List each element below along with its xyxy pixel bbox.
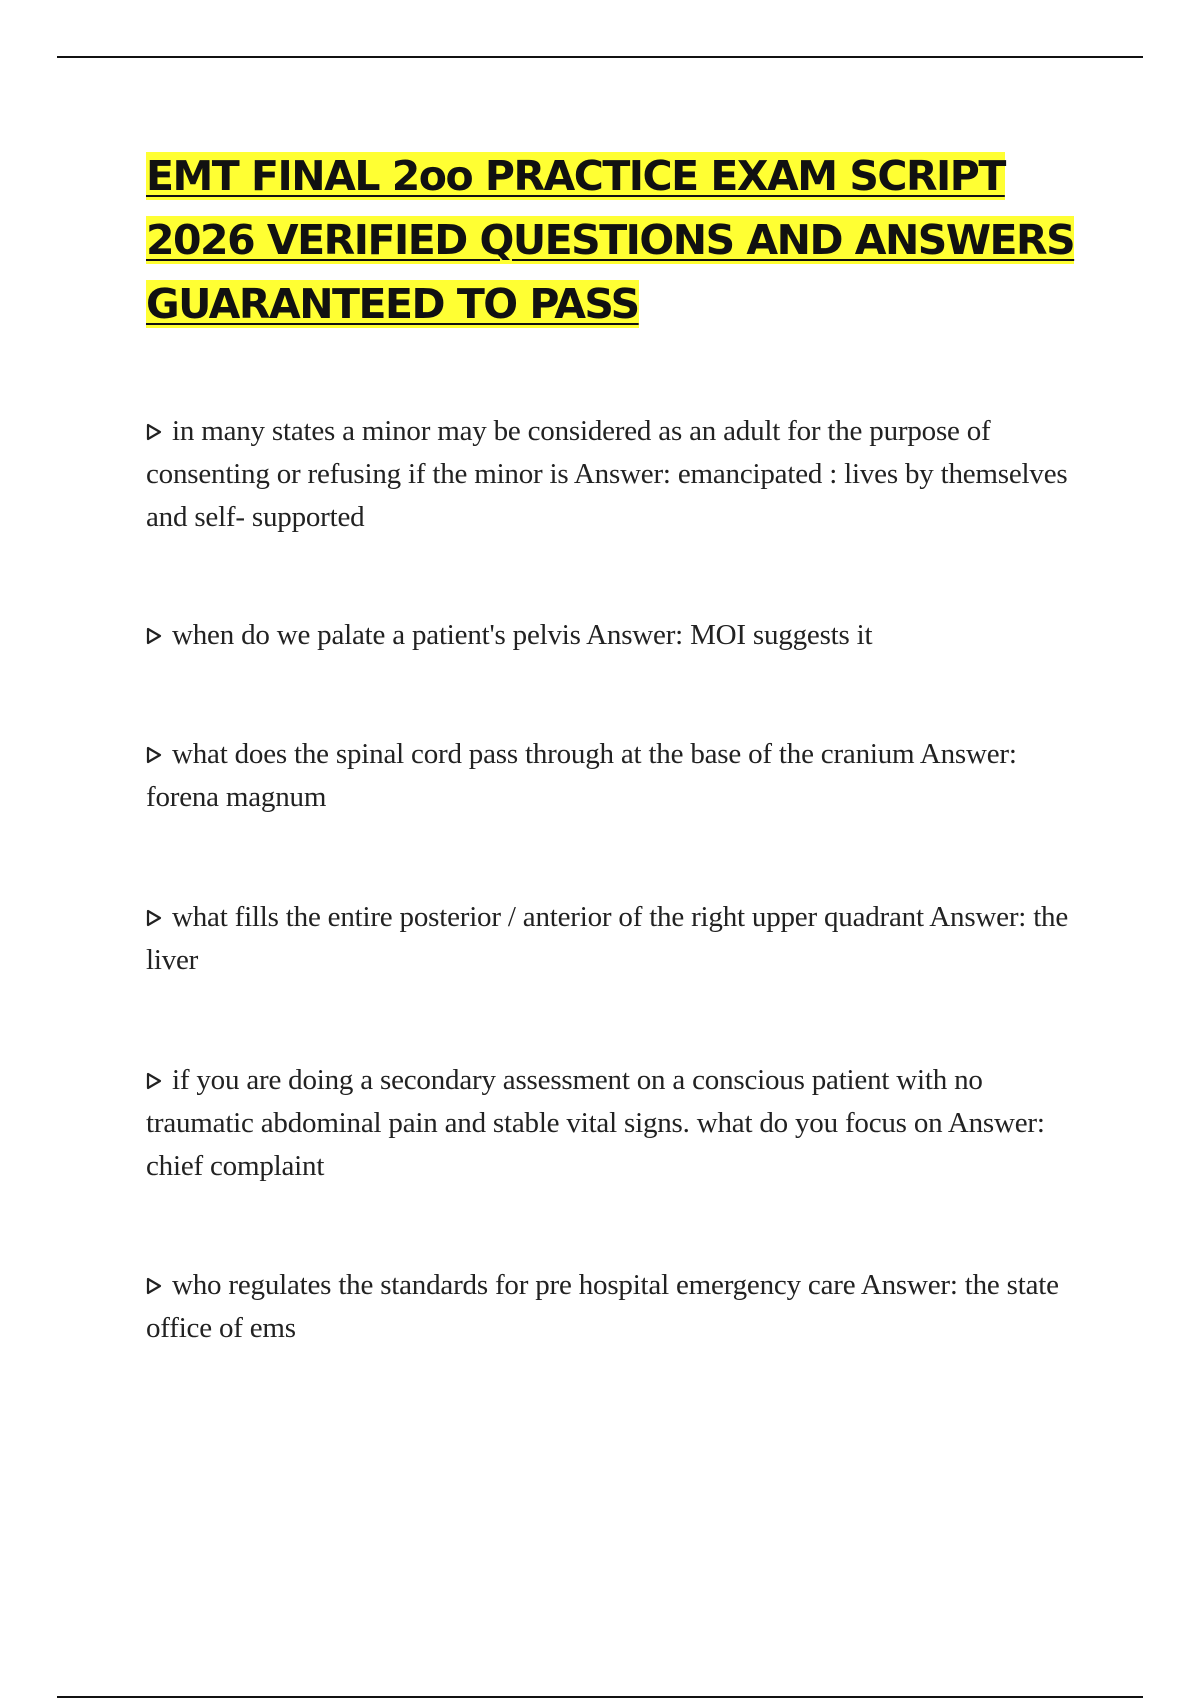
document-title-text: EMT FINAL 2oo PRACTICE EXAM SCRIPT 2026 VERIFIED QUESTIONS AND ANSWERS GUARANTEED TO PASS	[146, 152, 1075, 328]
triangle-right-outline-icon	[146, 1277, 162, 1295]
qa-item	[146, 1059, 1096, 1188]
qa-item	[146, 410, 1096, 539]
qa-item	[146, 896, 1096, 982]
qa-item-text: what does the spinal cord pass through at the base of the cranium Answer: forena magnum	[146, 738, 1017, 813]
qa-item-text: when do we palate a patient's pelvis Answer: MOI suggests it	[172, 619, 873, 651]
triangle-right-outline-icon	[146, 746, 162, 764]
qa-item-text: if you are doing a secondary assessment on a conscious patient with no traumatic abdominal pain and stable vital signs. what do you focus on Answer: chief complaint	[146, 1064, 1045, 1182]
qa-item-text: in many states a minor may be considered as an adult for the purpose of consenting or refusing if the minor is Answer: emancipated : lives by themselves and self- supported	[146, 415, 1068, 533]
triangle-right-outline-icon	[146, 627, 162, 645]
document-title	[146, 144, 1106, 336]
qa-item-text: what fills the entire posterior / anterior of the right upper quadrant Answer: the liver	[146, 901, 1069, 976]
triangle-right-outline-icon	[146, 909, 162, 927]
qa-item	[146, 733, 1096, 819]
triangle-right-outline-icon	[146, 1072, 162, 1090]
bottom-divider	[57, 1696, 1143, 1698]
qa-item	[146, 614, 1096, 657]
triangle-right-outline-icon	[146, 423, 162, 441]
qa-item-text: who regulates the standards for pre hospital emergency care Answer: the state office of ems	[146, 1269, 1059, 1344]
top-divider	[57, 56, 1143, 58]
qa-item	[146, 1264, 1096, 1350]
